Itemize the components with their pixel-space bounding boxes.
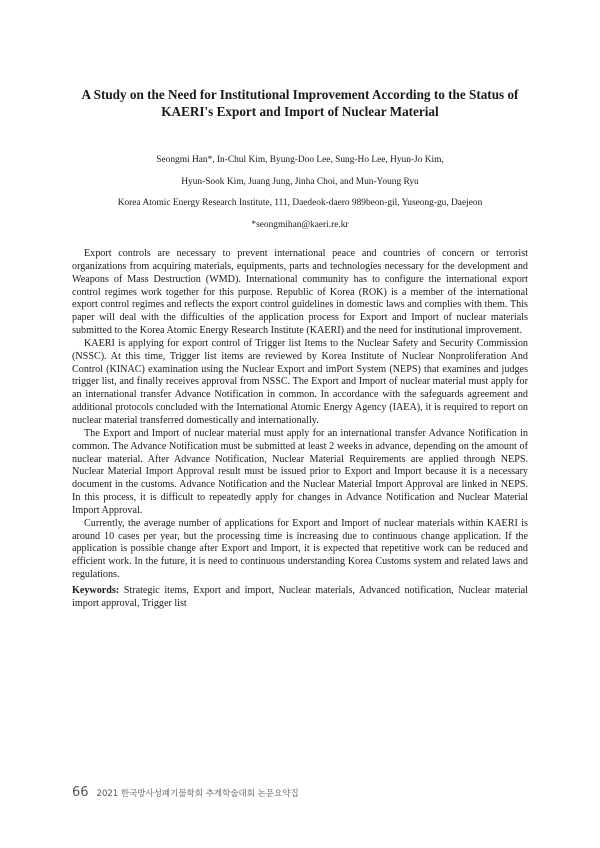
title-line-2: KAERI's Export and Import of Nuclear Material	[161, 104, 439, 119]
footer-proceedings-title: 2021 한국방사성폐기물학회 추계학술대회 논문요약집	[96, 789, 299, 799]
authors-line-2: Hyun-Sook Kim, Juang Jung, Jinha Choi, and Mun-Young Ryu	[181, 177, 419, 187]
affiliation: Korea Atomic Energy Research Institute, 111, Daedeok-daero 989beon-gil, Yuseong-gu, Daejeon	[117, 198, 483, 208]
abstract-paragraph: Export controls are necessary to prevent international peace and countries of concern or terrorist organizations from acquiring materials, equipments, parts and technologies necessary for the development and Weapons of Mass Destruction (WMD). International community has to configure the international export control regimes work together for this purpose. Republic of Korea (ROK) is a member of the international export control regimes and reflects the export control guidelines in domestic laws and complies with them. This paper will deal with the difficulties of the application process for Export and Import of nuclear materials submitted to the Korea Atomic Energy Research Institute (KAERI) and the need for institutional improvement.	[72, 248, 528, 337]
paper-title	[70, 86, 530, 120]
page-footer	[72, 785, 299, 800]
keywords-text: Strategic items, Export and import, Nuclear materials, Advanced notification, Nuclear material import approval, Trigger list	[72, 585, 528, 609]
author-email: *seongmihan@kaeri.re.kr	[251, 220, 349, 230]
keywords-label: Keywords:	[72, 585, 120, 596]
abstract-paragraph: KAERI is applying for export control of Trigger list Items to the Nuclear Safety and Security Commission (NSSC). At this time, Trigger list items are reviewed by Korea Institute of Nuclear Nonproliferation And Control (KINAC) examination using the Nuclear Export and imPort System (NEPS) that examines and judges trigger list, and finally receives approval from NSSC. The Export and Import of nuclear material must apply for an international transfer Advance Notification in common. In accordance with the safeguards agreement and additional protocols concluded with the International Atomic Energy Agency (IAEA), it is required to report on nuclear material transferred domestically and internationally.	[72, 337, 528, 426]
abstract-body	[72, 248, 528, 582]
title-line-1: A Study on the Need for Institutional Improvement According to the Status of	[81, 87, 519, 102]
abstract-paragraph: The Export and Import of nuclear material must apply for an international transfer Advance Notification in common. The Advance Notification must be submitted at least 2 weeks in advance, depending on the amount of nuclear material. After Advance Notification, Nuclear Material Requirements are applied through NEPS. Nuclear Material Import Approval result must be issued prior to Export and Import because it is a necessary document in the customs. Advance Notification and the Nuclear Material Import Approval are linked in NEPS. In this process, it is difficult to repeatedly apply for changes in Advance Notification and Nuclear Material Import Approval.	[72, 427, 528, 516]
keywords	[72, 584, 528, 610]
abstract-paragraph: Currently, the average number of applications for Export and Import of nuclear materials within KAERI is around 10 cases per year, but the processing time is increasing due to continuous change application. If the application is possible change after Export and Import, it is expected that repetitive work can be reduced and efficient work. In the future, it is need to continuous understanding Korea Customs system and related laws and regulations.	[72, 517, 528, 581]
page-number: 66	[72, 785, 89, 800]
authors-line-1: Seongmi Han*, In-Chul Kim, Byung-Doo Lee, Sung-Ho Lee, Hyun-Jo Kim,	[156, 155, 444, 165]
